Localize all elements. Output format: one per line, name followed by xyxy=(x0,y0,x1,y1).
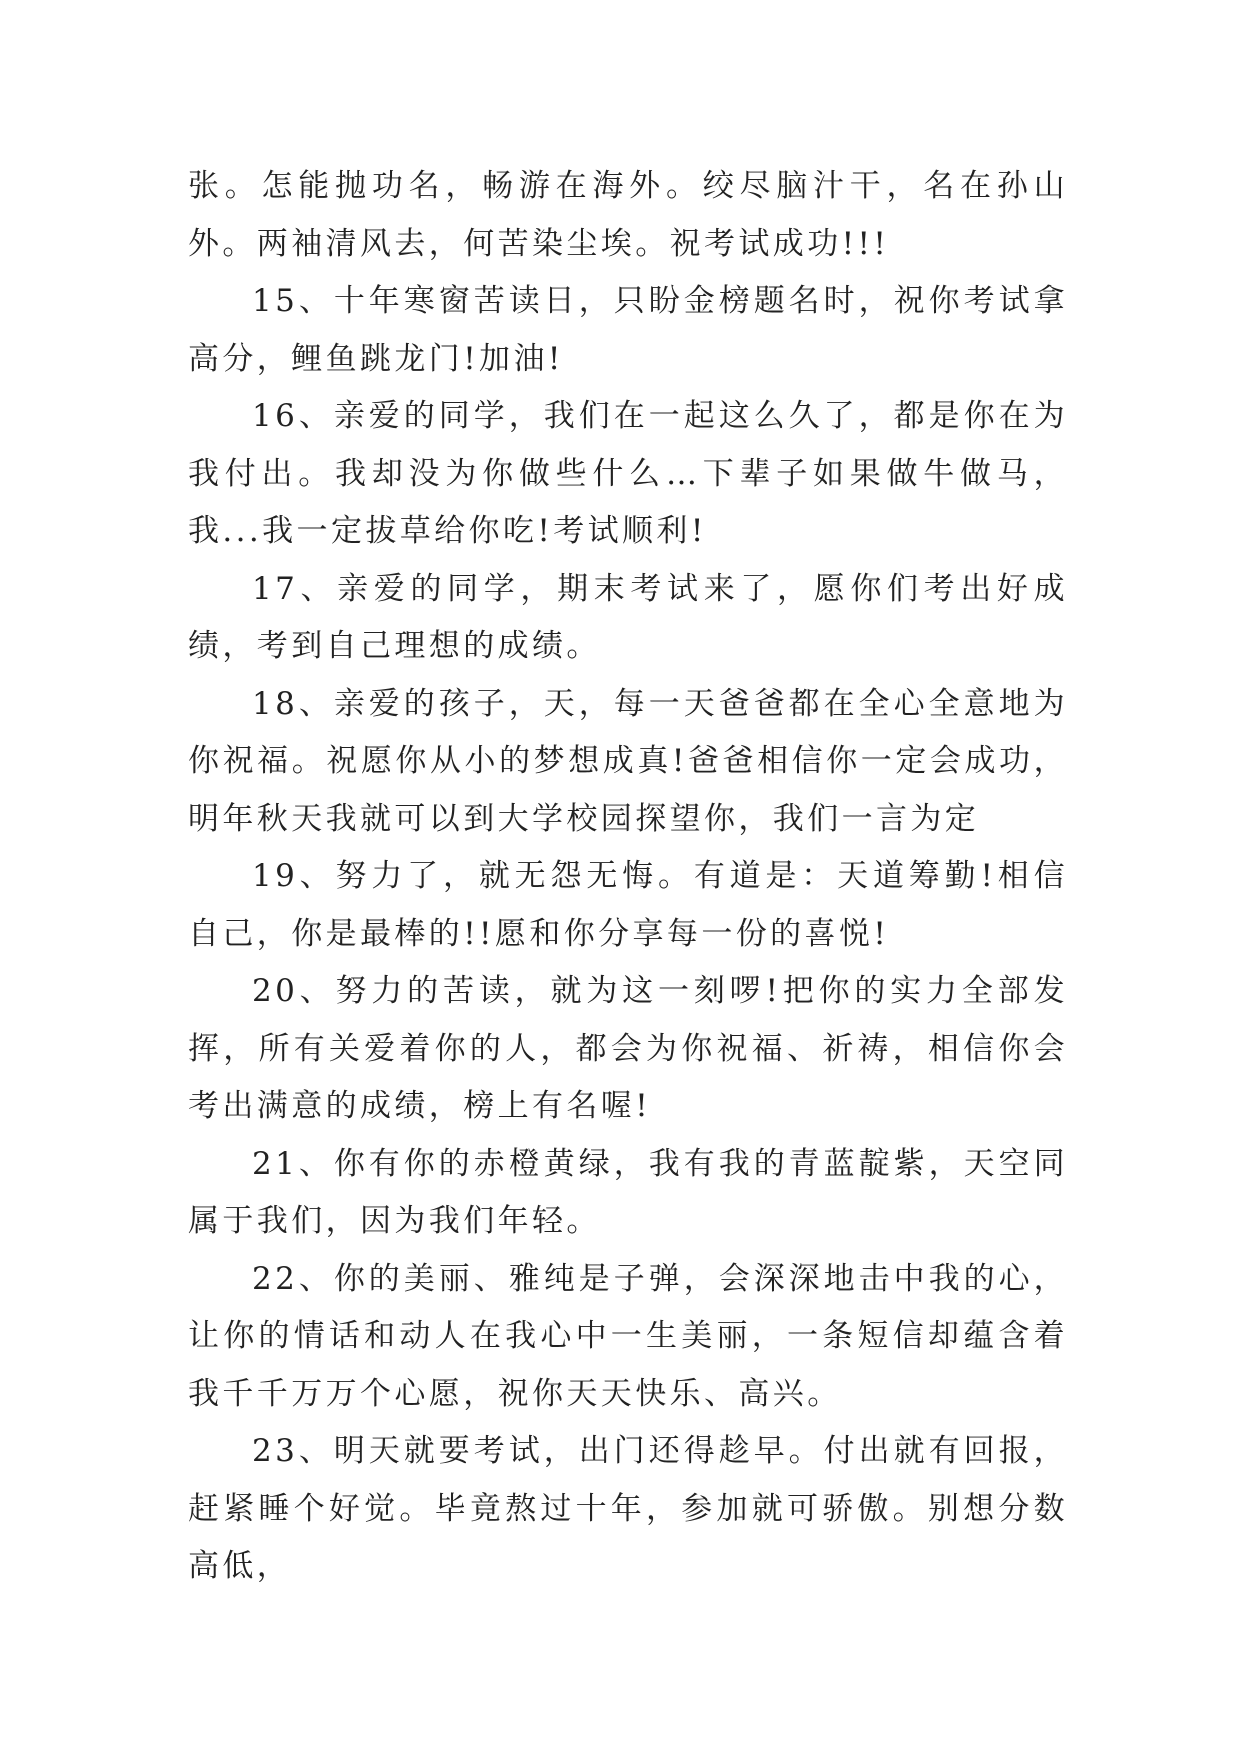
paragraph-item-18: 18、亲爱的孩子，天，每一天爸爸都在全心全意地为你祝福。祝愿你从小的梦想成真!爸爸相信你一定会成功，明年秋天我就可以到大学校园探望你，我们一言为定 xyxy=(188,685,1068,837)
paragraph-item-15: 15、十年寒窗苦读日，只盼金榜题名时，祝你考试拿高分，鲤鱼跳龙门!加油! xyxy=(188,283,1068,377)
paragraph-item-19: 19、努力了，就无怨无悔。有道是：天道筹勤!相信自己，你是最棒的!!愿和你分享每一份的喜悦! xyxy=(188,858,1068,952)
paragraph-item-17: 17、亲爱的同学，期末考试来了，愿你们考出好成绩，考到自己理想的成绩。 xyxy=(188,570,1068,664)
paragraph-item-21: 21、你有你的赤橙黄绿，我有我的青蓝靛紫，天空同属于我们，因为我们年轻。 xyxy=(188,1145,1068,1239)
paragraph-item-22: 22、你的美丽、雅纯是子弹，会深深地击中我的心，让你的情话和动人在我心中一生美丽，一条短信却蕴含着我千千万万个心愿，祝你天天快乐、高兴。 xyxy=(188,1260,1068,1412)
paragraph-item-23: 23、明天就要考试，出门还得趁早。付出就有回报，赶紧睡个好觉。毕竟熬过十年，参加就可骄傲。别想分数高低， xyxy=(188,1433,1068,1584)
document-body xyxy=(188,158,1068,1596)
paragraph-item-20: 20、努力的苦读，就为这一刻啰!把你的实力全部发挥，所有关爱着你的人，都会为你祝福、祈祷，相信你会考出满意的成绩，榜上有名喔! xyxy=(188,973,1068,1124)
paragraph-item-16: 16、亲爱的同学，我们在一起这么久了，都是你在为我付出。我却没为你做些什么…下辈子如果做牛做马，我...我一定拔草给你吃!考试顺利! xyxy=(188,398,1068,549)
paragraph-continuation: 张。怎能抛功名，畅游在海外。绞尽脑汁干，名在孙山外。两袖清风去，何苦染尘埃。祝考试成功!!! xyxy=(188,168,1068,262)
